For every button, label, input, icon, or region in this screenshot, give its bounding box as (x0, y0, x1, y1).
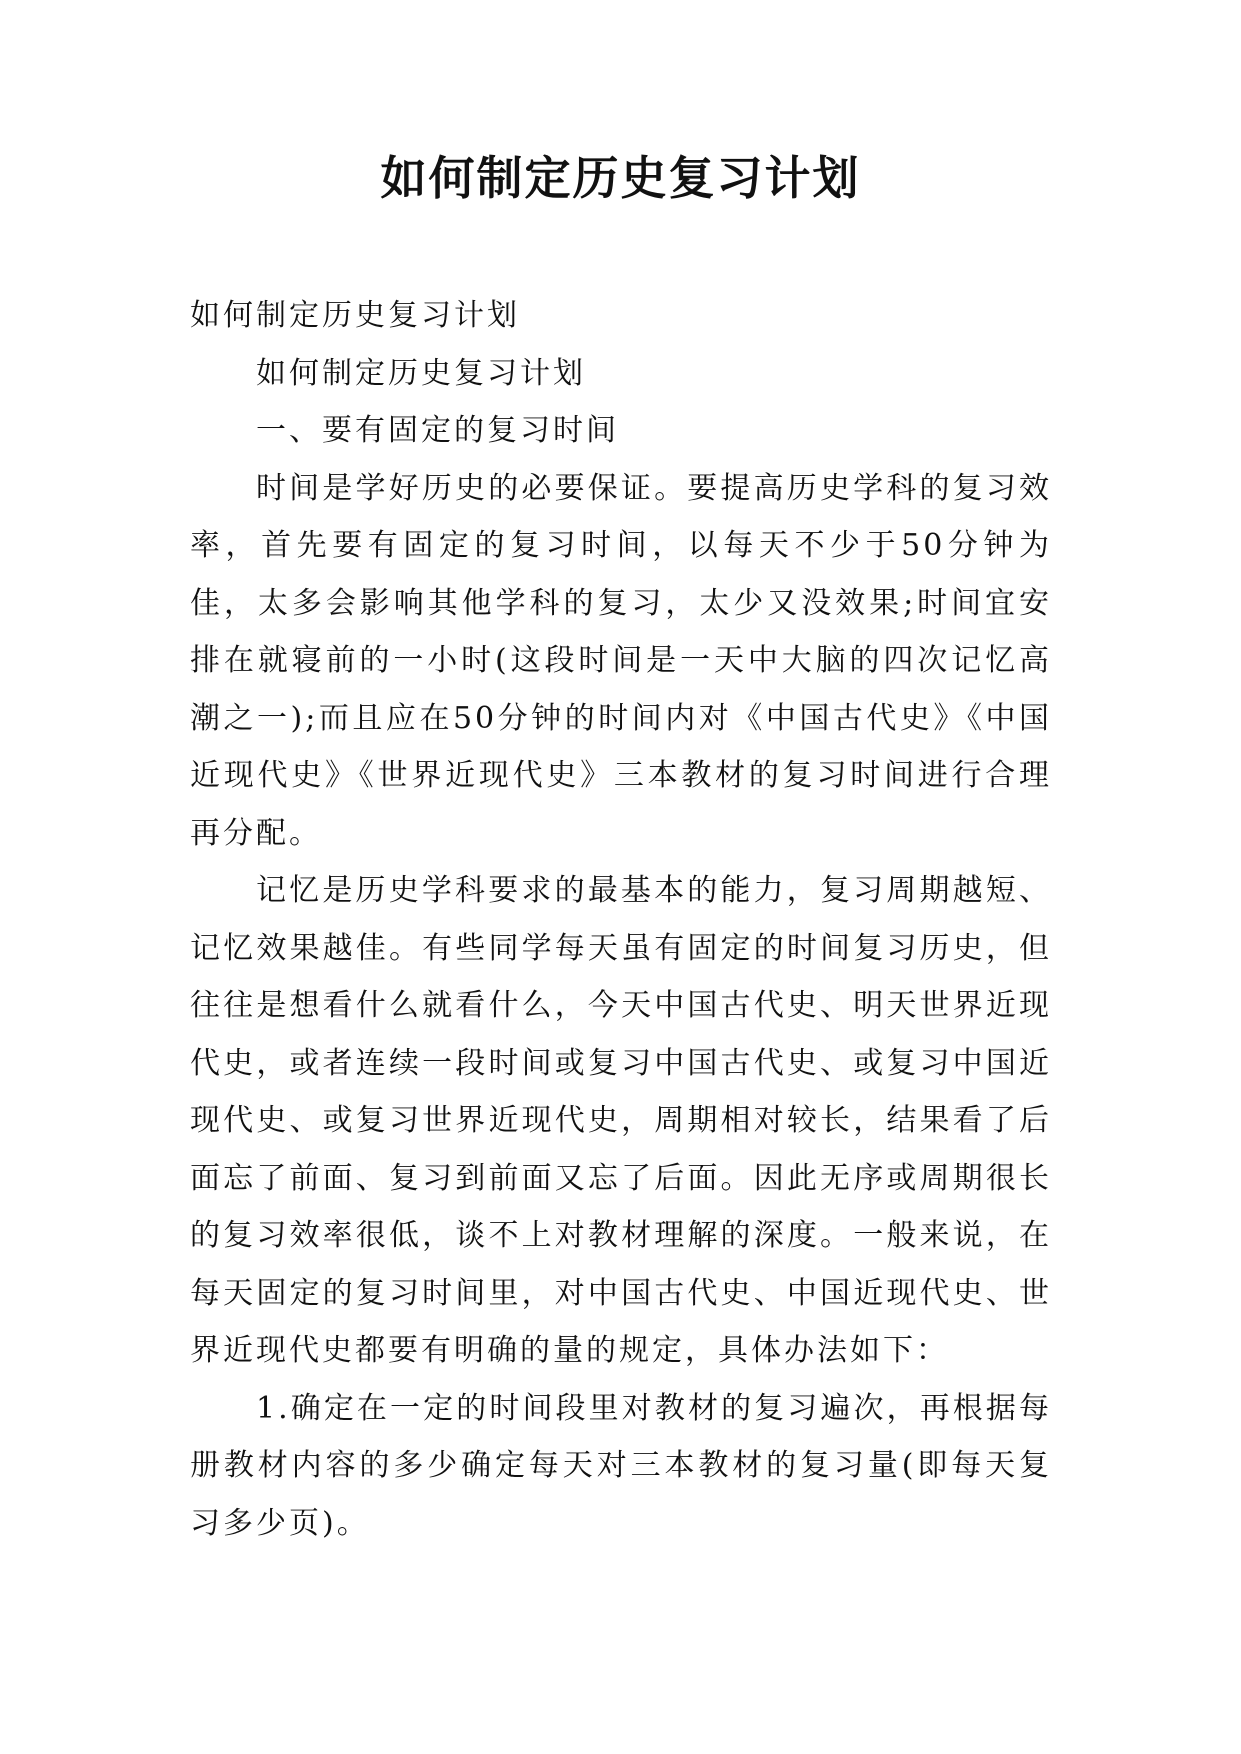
document-title: 如何制定历史复习计划 (380, 151, 861, 205)
subtitle-indented-line: 如何制定历史复习计划 (256, 355, 586, 391)
section-heading: 一、要有固定的复习时间 (256, 413, 619, 448)
body-paragraph-2: 记忆是历史学科要求的最基本的能力，复习周期越短、记忆效果越佳。有些同学每天虽有固定的时间复习历史，但往往是想看什么就看什么，今天中国古代史、明天世界近现代史，或者连续一段时间或复习中国古代史、或复习中国近现代史、或复习世界近现代史，周期相对较长，结果看了后面忘了前面、复习到前面又忘了后面。因此无序或周期很长的复习效率很低，谈不上对教材理解的深度。一般来说，在每天固定的复习时间里，对中国古代史、中国近现代史、世界近现代史都要有明确的量的规定，具体办法如下： (190, 873, 1052, 1368)
document-body (190, 287, 1052, 1552)
body-paragraph-1: 时间是学好历史的必要保证。要提高历史学科的复习效率，首先要有固定的复习时间，以每天不少于50分钟为佳，太多会影响其他学科的复习，太少又没效果;时间宜安排在就寝前的一小时(这段时间是一天中大脑的四次记忆高潮之一);而且应在50分钟的时间内对《中国古代史》《中国近现代史》《世界近现代史》三本教材的复习时间进行合理再分配。 (190, 470, 1052, 851)
body-paragraph-3: 1.确定在一定的时间段里对教材的复习遍次，再根据每册教材内容的多少确定每天对三本教材的复习量(即每天复习多少页)。 (190, 1390, 1052, 1541)
subtitle-line: 如何制定历史复习计划 (190, 298, 520, 333)
